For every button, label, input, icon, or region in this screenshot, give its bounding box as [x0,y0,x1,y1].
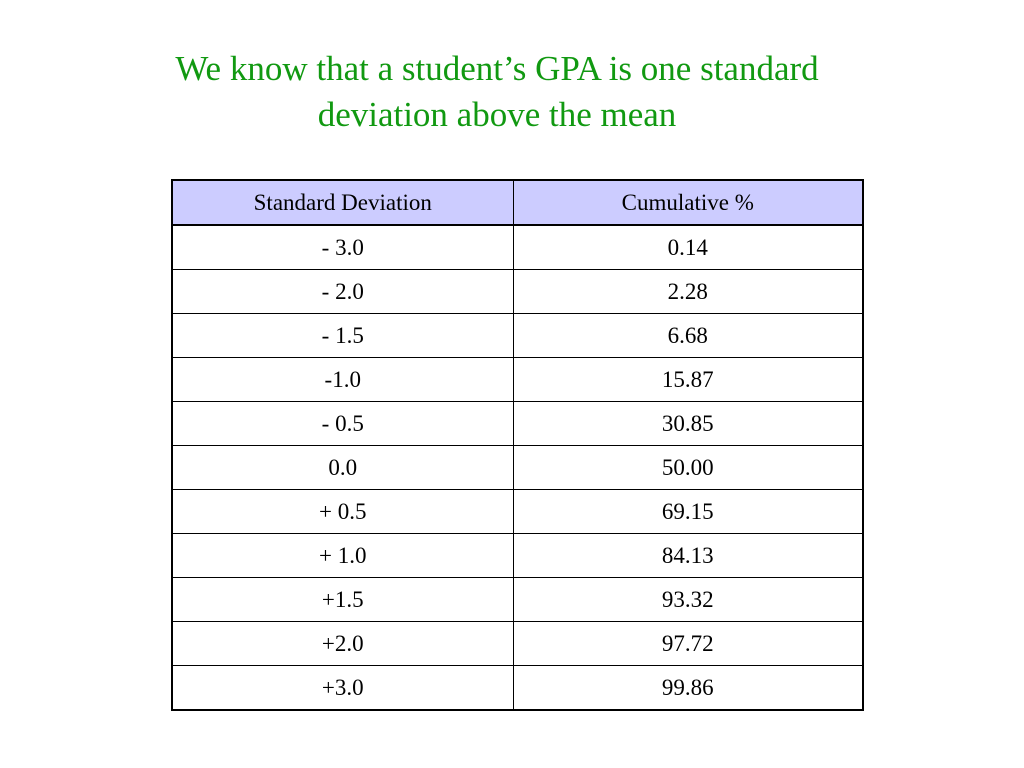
table-header-row [172,180,863,225]
cell-standard-deviation: -1.0 [172,358,513,402]
table-row [172,358,863,402]
header-standard-deviation: Standard Deviation [172,180,513,225]
cell-standard-deviation: - 3.0 [172,225,513,270]
cell-cumulative-percent: 50.00 [513,446,863,490]
table-row [172,225,863,270]
cell-cumulative-percent: 2.28 [513,270,863,314]
table-row [172,402,863,446]
cell-standard-deviation: + 0.5 [172,490,513,534]
slide-title-line-1: We know that a student’s GPA is one standard [175,49,819,88]
table-row [172,490,863,534]
cell-cumulative-percent: 97.72 [513,622,863,666]
cell-cumulative-percent: 84.13 [513,534,863,578]
table-row [172,578,863,622]
cell-standard-deviation: - 2.0 [172,270,513,314]
cell-standard-deviation: +1.5 [172,578,513,622]
cell-cumulative-percent: 15.87 [513,358,863,402]
cell-standard-deviation: - 1.5 [172,314,513,358]
cell-cumulative-percent: 30.85 [513,402,863,446]
cell-standard-deviation: - 0.5 [172,402,513,446]
table-row [172,446,863,490]
cell-cumulative-percent: 0.14 [513,225,863,270]
cell-cumulative-percent: 6.68 [513,314,863,358]
cell-standard-deviation: +2.0 [172,622,513,666]
table-row [172,622,863,666]
slide-title [112,46,882,138]
cumulative-percent-table [171,179,864,711]
cell-standard-deviation: +3.0 [172,666,513,711]
cell-standard-deviation: 0.0 [172,446,513,490]
slide-title-line-2: deviation above the mean [317,95,677,134]
cell-cumulative-percent: 99.86 [513,666,863,711]
table-row [172,314,863,358]
cell-standard-deviation: + 1.0 [172,534,513,578]
cell-cumulative-percent: 69.15 [513,490,863,534]
header-cumulative-percent: Cumulative % [513,180,863,225]
cell-cumulative-percent: 93.32 [513,578,863,622]
table-row [172,270,863,314]
table-row [172,534,863,578]
table-row [172,666,863,711]
